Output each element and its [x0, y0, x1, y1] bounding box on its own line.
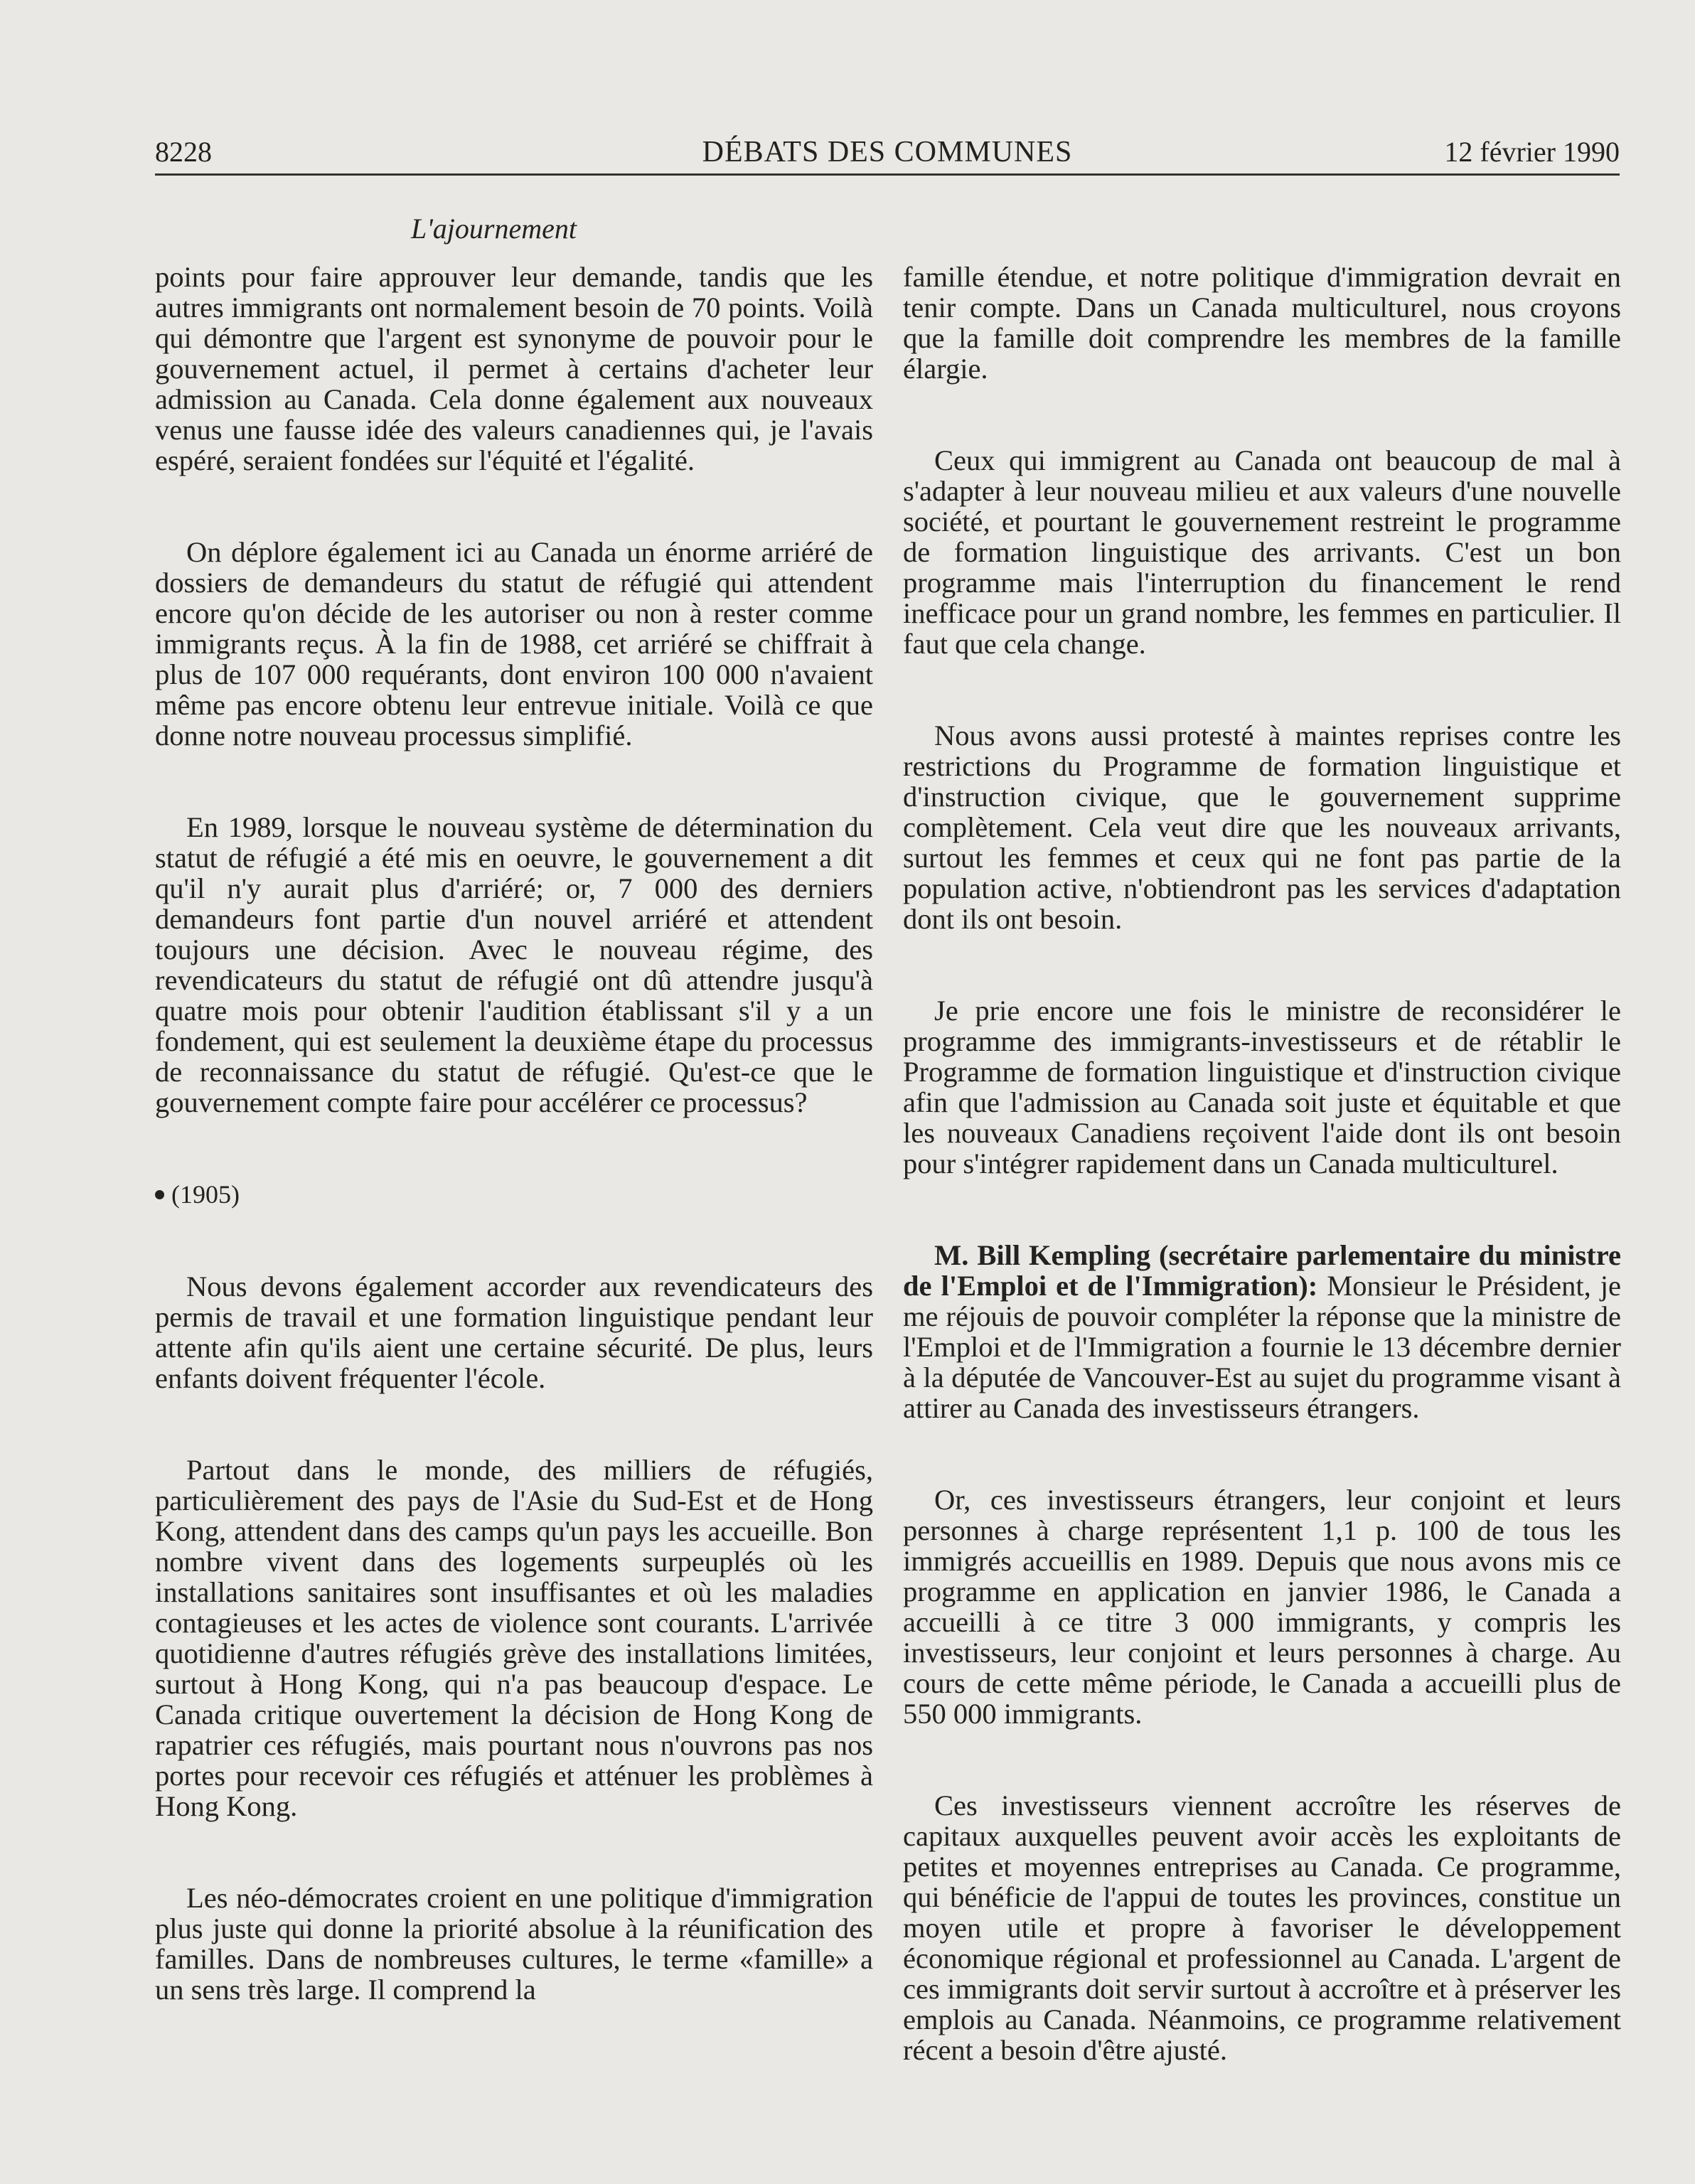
paragraph: Les néo-démocrates croient en une politique d'immigration plus juste qui donne la priorité absolue à la réunification des familles. Dans de nombreuses cultures, le terme «famille» a un sens très large. Il comprend la — [155, 1882, 873, 2006]
paragraph: On déplore également ici au Canada un énorme arriéré de dossiers de demandeurs du statut de réfugié qui attendent encore qu'on décide de les autoriser ou non à rester comme immigrants reçus. À la fin de 1988, cet arriéré se chiffrait à plus de 107 000 requérants, dont environ 100 000 n'avaient même pas encore obtenu leur entrevue initiale. Voilà ce que donne notre nouveau processus simplifié. — [155, 536, 873, 751]
right-column — [903, 262, 1621, 2138]
speaker-name: M. Bill Kempling (secrétaire parlementaire du ministre de l'Emploi et de l'Immigration): — [903, 1239, 1621, 1302]
paragraph: famille étendue, et notre politique d'immigration devrait en tenir compte. Dans un Canada multiculturel, nous croyons que la famille doit comprendre les membres de la famille élargie. — [903, 262, 1621, 385]
paragraph: Je prie encore une fois le ministre de reconsidérer le programme des immigrants-investisseurs et de rétablir le Programme de formation linguistique et d'instruction civique afin que l'admission au Canada soit juste et équitable et que les nouveaux Canadiens reçoivent l'aide dont ils ont besoin pour s'intégrer rapidement dans un Canada multiculturel. — [903, 995, 1621, 1179]
publication-title: DÉBATS DES COMMUNES — [702, 136, 1073, 168]
time-marker — [155, 1179, 873, 1210]
header-rule — [155, 173, 1620, 176]
publication-date: 12 février 1990 — [1444, 136, 1620, 168]
paragraph: Nous avons aussi protesté à maintes reprises contre les restrictions du Programme de formation linguistique et d'instruction civique, que le gouvernement supprime complètement. Cela veut dire que les nouveaux arrivants, surtout les femmes et ceux qui ne font pas partie de la population active, n'obtiendront pas les services d'adaptation dont ils ont besoin. — [903, 719, 1621, 935]
paragraph: Or, ces investisseurs étrangers, leur conjoint et leurs personnes à charge représentent 1,1 p. 100 de tous les immigrés accueillis en 1989. Depuis que nous avons mis ce programme en application en janvier 1986, le Canada a accueilli à ce titre 3 000 immigrants, y compris les investisseurs, leur conjoint et leurs personnes à charge. Au cours de cette même période, le Canada a accueilli plus de 550 000 immigrants. — [903, 1484, 1621, 1730]
paragraph: Ces investisseurs viennent accroître les réserves de capitaux auxquelles peuvent avoir accès les exploitants de petites et moyennes entreprises au Canada. Ce programme, qui bénéficie de l'appui de toutes les provinces, constitue un moyen utile et propre à favoriser le développement économique régional et professionnel au Canada. L'argent de ces immigrants doit servir surtout à accroître et à préserver les emplois au Canada. Néanmoins, ce programme relativement récent a besoin d'être ajusté. — [903, 1789, 1621, 2066]
page-header — [155, 134, 1620, 171]
speaker-paragraph — [903, 1240, 1621, 1423]
time-marker-text: (1905) — [171, 1180, 240, 1209]
paragraph: Partout dans le monde, des milliers de réfugiés, particulièrement des pays de l'Asie du Sud-Est et de Hong Kong, attendent dans des camps qu'un pays les accueille. Bon nombre vivent dans des logements surpeuplés où les installations sanitaires sont insuffisantes et où les maladies contagieuses et les actes de violence sont courants. L'arrivée quotidienne d'autres réfugiés grève des installations limitées, surtout à Hong Kong, qui n'a pas beaucoup d'espace. Le Canada critique ouvertement la décision de Hong Kong de rapatrier ces réfugiés, mais pourtant nous n'ouvrons pas nos portes pour recevoir ces réfugiés et atténuer les problèmes à Hong Kong. — [155, 1454, 873, 1822]
paragraph: Ceux qui immigrent au Canada ont beaucoup de mal à s'adapter à leur nouveau milieu et aux valeurs d'une nouvelle société, et pourtant le gouvernement restreint le programme de formation linguistique des arrivants. C'est un bon programme mais l'interruption du financement le rend inefficace pour un grand nombre, les femmes en particulier. Il faut que cela change. — [903, 444, 1621, 660]
page-number: 8228 — [155, 136, 212, 168]
paragraph: Nous devons également accorder aux revendicateurs des permis de travail et une formation linguistique pendant leur attente afin qu'ils aient une certaine sécurité. De plus, leurs enfants doivent fréquenter l'école. — [155, 1270, 873, 1394]
section-title: L'ajournement — [411, 213, 577, 245]
bullet-icon — [155, 1190, 164, 1199]
left-column — [155, 262, 873, 2138]
speaker-text: Monsieur le Président, je me réjouis de pouvoir compléter la réponse que la ministre de l'Emploi et de l'Immigration a fournie le 13 décembre dernier à la députée de Vancouver-Est au sujet du programme visant à attirer au Canada des investisseurs étrangers. — [903, 1270, 1621, 1424]
paragraph: En 1989, lorsque le nouveau système de détermination du statut de réfugié a été mis en oeuvre, le gouvernement a dit qu'il n'y aurait plus d'arriéré; or, 7 000 des derniers demandeurs font partie d'un nouvel arriéré et attendent toujours une décision. Avec le nouveau régime, des revendicateurs du statut de réfugié ont dû attendre jusqu'à quatre mois pour obtenir l'audition établissant s'il y a un fondement, qui est seulement la deuxième étape du processus de reconnaissance du statut de réfugié. Qu'est-ce que le gouvernement compte faire pour accélérer ce processus? — [155, 811, 873, 1118]
paragraph: points pour faire approuver leur demande, tandis que les autres immigrants ont normalement besoin de 70 points. Voilà qui démontre que l'argent est synonyme de pouvoir pour le gouvernement actuel, il permet à certains d'acheter leur admission au Canada. Cela donne également aux nouveaux venus une fausse idée des valeurs canadiennes qui, je l'avais espéré, seraient fondées sur l'équité et l'égalité. — [155, 262, 873, 476]
